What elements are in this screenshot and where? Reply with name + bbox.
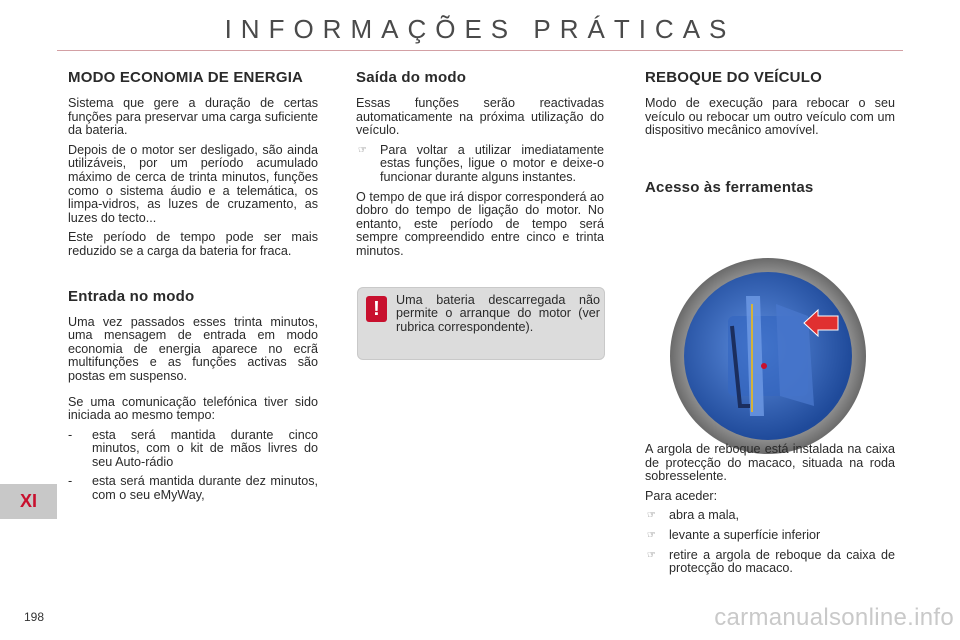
- list-item-text: esta será mantida durante cinco minutos, com o kit de mãos livres do seu Auto-rádio: [92, 427, 318, 469]
- warning-text: Uma bateria descarregada não permite o arranque do motor (ver rubrica correspondente).: [396, 293, 600, 334]
- paragraph: Este período de tempo pode ser mais reduzido se a carga da bateria for fraca.: [68, 230, 318, 258]
- chapter-tab: XI: [0, 484, 57, 519]
- paragraph: Modo de execução para rebocar o seu veículo ou rebocar um outro veículo com um dispositivo mecânico amovível.: [645, 96, 895, 138]
- paragraph: A argola de reboque está instalada na caixa de protecção do macaco, situada na roda sobresselente.: [645, 442, 895, 484]
- section-heading-towing: REBOQUE DO VEÍCULO: [645, 69, 822, 86]
- paragraph: O tempo de que irá dispor corresponderá ao dobro do tempo de ligação do motor. No entanto, este período de tempo será sempre compreendido entre cinco e trinta minutos.: [356, 189, 604, 258]
- dash-marker: -: [68, 427, 73, 442]
- title-rule: [57, 50, 903, 51]
- paragraph: Essas funções serão reactivadas automaticamente na próxima utilização do veículo.: [356, 96, 604, 138]
- list-item: [645, 549, 895, 576]
- spare-wheel-tools-illustration: [668, 256, 868, 456]
- paragraph: Sistema que gere a duração de certas funções para preservar uma carga suficiente da bateria.: [68, 96, 318, 138]
- paragraph: Depois de o motor ser desligado, são ainda utilizáveis, por um período acumulado máximo de cerca de trinta minutos, funções como o sistema áudio e a telemática, os limpa-vidros, as luzes de cruzamento, as luzes do tecto...: [68, 142, 318, 225]
- pointing-hand-icon: ☞: [647, 529, 656, 541]
- right-column: [645, 70, 895, 195]
- list-item-text: abra a mala,: [669, 508, 740, 523]
- section-heading-energy-saving: MODO ECONOMIA DE ENERGIA: [68, 69, 304, 86]
- list-item: [356, 144, 604, 185]
- pointing-hand-icon: ☞: [647, 549, 656, 561]
- paragraph: Se uma comunicação telefónica tiver sido iniciada ao mesmo tempo:: [68, 394, 318, 423]
- page-title: INFORMAÇÕES PRÁTICAS: [224, 14, 736, 44]
- list-item: [645, 509, 895, 523]
- section-heading-mode-entry: Entrada no modo: [68, 287, 195, 305]
- list-item-text: esta será mantida durante dez minutos, com o seu eMyWay,: [92, 474, 318, 503]
- dash-marker: -: [68, 474, 73, 489]
- pointing-hand-icon: ☞: [647, 510, 656, 522]
- page-number: 198: [24, 610, 45, 624]
- watermark: carmanualsonline.info: [714, 604, 954, 631]
- list-item-text: Para voltar a utilizar imediatamente estas funções, ligue o motor e deixe-o funcionar durante alguns instantes.: [380, 142, 604, 184]
- warning-icon: !: [366, 296, 387, 322]
- left-column: [68, 70, 318, 503]
- paragraph: Para aceder:: [645, 488, 718, 503]
- right-column-lower: [645, 443, 895, 576]
- middle-column: [356, 70, 604, 259]
- section-heading-mode-exit: Saída do modo: [356, 69, 467, 86]
- list-item: [68, 475, 318, 502]
- list-item: [68, 429, 318, 470]
- pointing-hand-icon: ☞: [358, 144, 367, 156]
- list-item-text: retire a argola de reboque da caixa de protecção do macaco.: [669, 547, 895, 576]
- paragraph: Uma vez passados esses trinta minutos, uma mensagem de entrada em modo economia de energia aparece no ecrã multifunções e as funções activas são postas em suspenso.: [68, 314, 318, 383]
- section-heading-tool-access: Acesso às ferramentas: [645, 178, 814, 196]
- list-item: [645, 529, 895, 543]
- list-item-text: levante a superfície inferior: [669, 527, 821, 542]
- warning-box: [357, 287, 605, 360]
